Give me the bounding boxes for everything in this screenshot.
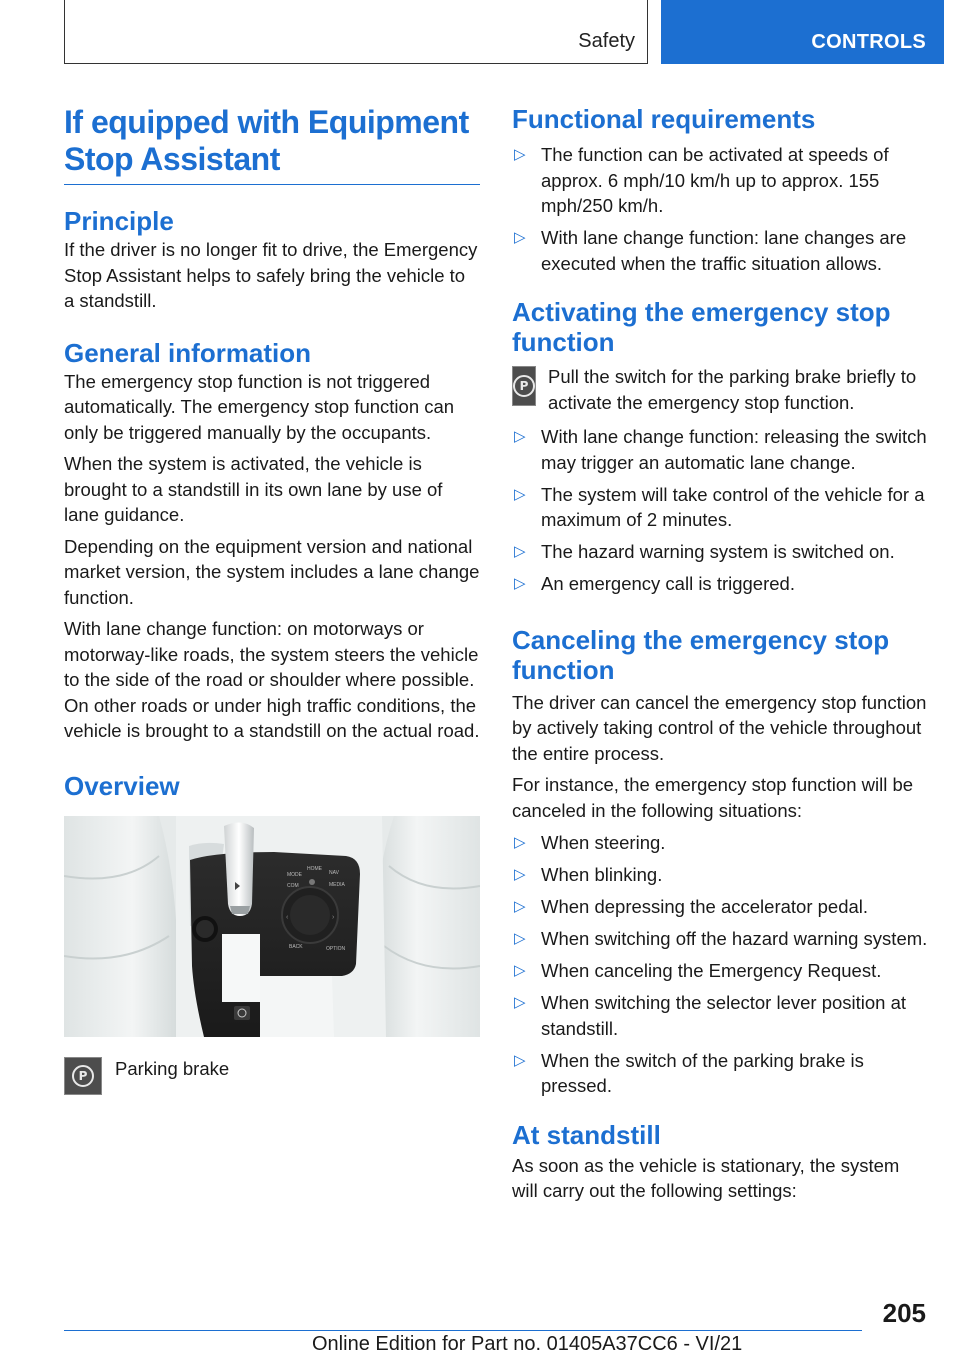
list-item: ▷ With lane change function: releasing the switch may trigger an automatic lane change. [514, 426, 927, 473]
general-heading: General information [64, 337, 312, 368]
general-paragraph-1: The emergency stop function is not triggered automatically. The emergency stop function can only be triggered manually by the occupants. [64, 370, 455, 443]
overview-heading: Overview [64, 770, 180, 801]
photo-label-option: OPTION [326, 945, 346, 952]
list-item: ▷ When the switch of the parking brake is pressed. [514, 1049, 864, 1096]
list-item: ▷ When switching the selector lever position at standstill. [514, 992, 907, 1039]
parking-brake-icon [64, 1057, 102, 1095]
right-column [512, 104, 930, 1204]
list-item: ▷ The hazard warning system is switched on. [514, 541, 895, 562]
cancel-list [512, 830, 930, 1099]
photo-label-back: BACK [289, 943, 303, 950]
activate-list [512, 424, 930, 597]
list-item: ▷ When switching off the hazard warning system. [514, 928, 928, 949]
center-console-photo [64, 816, 480, 1037]
general-paragraph-3: Depending on the equipment version and national market version, the system includes a lane change function. [64, 535, 480, 608]
list-item: ▷ With lane change function: lane changes are executed when the traffic situation allows. [514, 227, 907, 274]
list-item: ▷ The function can be activated at speeds of approx. 6 mph/10 km/h up to approx. 155 mph/250 km/h. [514, 144, 889, 216]
standstill-text: As soon as the vehicle is stationary, the system will carry out the following settings: [512, 1154, 900, 1201]
principle-heading: Principle [64, 206, 174, 236]
legend-row [64, 1057, 480, 1095]
general-paragraph-2: When the system is activated, the vehicle is brought to a standstill in its own lane by use of lane guidance. [64, 453, 443, 525]
standstill-heading: At standstill [512, 1119, 661, 1150]
header-chapter-label: CONTROLS [811, 31, 926, 53]
list-item: ▷ An emergency call is triggered. [514, 573, 795, 594]
page-title: If equipped with Equipment Stop Assistant [64, 104, 469, 177]
parking-brake-icon [512, 366, 536, 406]
list-item: ▷ The system will take control of the vehicle for a maximum of 2 minutes. [514, 483, 925, 530]
photo-label-nav: NAV [329, 869, 339, 876]
svg-text:›: › [332, 913, 335, 921]
svg-text:‹: ‹ [286, 913, 289, 921]
photo-label-com: COM [287, 882, 299, 889]
principle-text: If the driver is no longer fit to drive, the Emergency Stop Assistant helps to safely bring the vehicle to a standstill. [64, 239, 478, 311]
header-section-tab [64, 0, 648, 64]
parking-brake-icon-glyph: P [513, 375, 535, 397]
photo-label-home: HOME [307, 865, 322, 872]
canceling-heading: Canceling the emergency stop function [512, 624, 890, 685]
left-column [64, 104, 480, 1095]
parking-brake-icon-glyph: P [72, 1065, 94, 1087]
activate-text: Pull the switch for the parking brake briefly to activate the emergency stop function. [548, 366, 917, 413]
cancel-paragraph-2: For instance, the emergency stop function will be canceled in the following situations: [512, 774, 914, 821]
list-item: ▷ When steering. [514, 832, 666, 853]
list-item: ▷ When blinking. [514, 864, 663, 885]
activate-instruction [512, 366, 930, 415]
footer-edition: Online Edition for Part no. 01405A37CC6 - VI/21 [312, 1333, 743, 1355]
photo-label-mode: MODE [287, 871, 302, 878]
general-paragraph-4: With lane change function: on motorways or motorway-like roads, the system steers the vehicle to the side of the road or shoulder where possible. On other roads or under high traffic conditions, the vehicle is brought to a standstill on the actual road. [64, 618, 480, 741]
functional-requirements-list [512, 142, 930, 276]
title-divider [64, 184, 480, 185]
legend-label-parking-brake: Parking brake [115, 1057, 230, 1079]
activating-heading: Activating the emergency stop function [512, 297, 891, 357]
list-item: ▷ When depressing the accelerator pedal. [514, 896, 869, 917]
page-number: 205 [882, 1298, 926, 1328]
cancel-paragraph-1: The driver can cancel the emergency stop function by actively taking control of the vehicle throughout the entire process. [512, 691, 927, 764]
footer-divider [64, 1330, 862, 1331]
photo-label-media: MEDIA [329, 881, 345, 888]
functional-requirements-heading: Functional requirements [512, 104, 816, 134]
header-section-label: Safety [578, 30, 635, 52]
header-chapter-tab [661, 0, 944, 64]
list-item: ▷ When canceling the Emergency Request. [514, 960, 882, 981]
